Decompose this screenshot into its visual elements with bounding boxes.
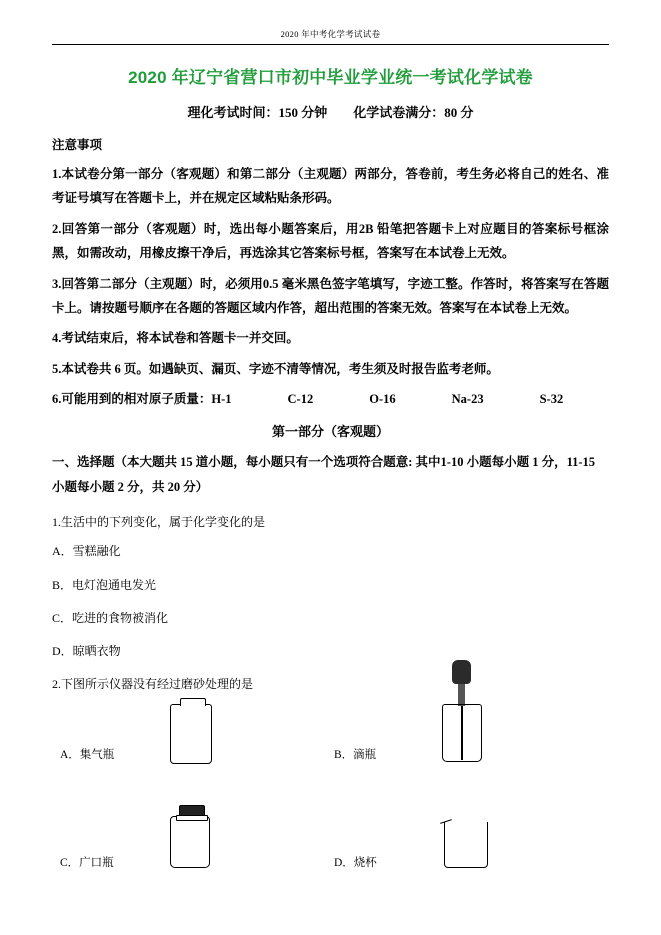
atomic-mass-o: O-16 [369, 392, 396, 406]
dropper-neck-icon [458, 684, 465, 706]
exam-total-score: 化学试卷满分：80 分 [353, 105, 474, 120]
part-one-title: 第一部分（客观题） [271, 424, 389, 440]
notice-item-3: 3.回答第二部分（主观题）时，必须用0.5 毫米黑色签字笔填写，字迹工整。作答时，将答案写在答题卡上。请按题号顺序在各题的答题区域内作答，超出范围的答案无效。答案写在本试卷上无效。 [52, 276, 609, 315]
question-2-figures [52, 704, 609, 914]
atomic-mass-na: Na-23 [451, 392, 484, 406]
header-divider [52, 44, 609, 45]
dropper-bulb-icon [452, 660, 471, 684]
question-1-choice-d: D．晾晒衣物 [52, 643, 121, 658]
atomic-mass-line [52, 387, 609, 411]
notice-heading: 注意事项 [52, 138, 103, 152]
page-title: 2020 年辽宁省营口市初中毕业学业统一考试化学试卷 [128, 68, 533, 87]
question-2-stem [52, 675, 609, 694]
question-1-choice-a: A．雪糕融化 [52, 544, 121, 559]
running-header: 2020 年中考化学考试试卷 [280, 29, 381, 39]
question-2-text: 下图所示仪器没有经过磨砂处理的是 [61, 677, 254, 692]
notice-item-5: 5.本试卷共 6 页。如遇缺页、漏页、字迹不清等情况，考生须及时报告监考老师。 [52, 361, 499, 376]
exam-duration: 理化考试时间：150 分钟 [187, 105, 328, 120]
question-2-number: 2. [52, 677, 61, 692]
exam-subtitle [52, 102, 609, 121]
gas-jar-icon [170, 704, 212, 764]
atomic-mass-c: C-12 [287, 392, 314, 406]
notice-item-1: 1.本试卷分第一部分（客观题）和第二部分（主观题）两部分，答卷前，考生务必将自己的姓名、准考证号填写在答题卡上，并在规定区域粘贴条形码。 [52, 167, 609, 206]
beaker-icon [444, 822, 488, 868]
question-1-text: 生活中的下列变化，属于化学变化的是 [61, 515, 266, 530]
notice-item-4: 4.考试结束后，将本试卷和答题卡一并交回。 [52, 331, 299, 346]
atomic-mass-s: S-32 [539, 392, 564, 406]
question-2-choice-d-label: D．烧杯 [334, 857, 377, 870]
question-1-choice-b: B．电灯泡通电发光 [52, 577, 157, 592]
question-1-stem [52, 513, 609, 532]
question-2-choice-c-label: C．广口瓶 [60, 857, 114, 870]
section-one-heading: 一、选择题（本大题共 15 道小题，每小题只有一个选项符合题意: 其中1-10 小题每小题 1 分，11-15 小题每小题 2 分，共 20 分） [52, 455, 596, 494]
question-2-choice-b-label: B．滴瓶 [334, 749, 377, 762]
question-1-number: 1. [52, 515, 61, 530]
notice-item-2: 2.回答第一部分（客观题）时，选出每小题答案后，用2B 铅笔把答题卡上对应题目的答案标号框涂黑，如需改动，用橡皮擦干净后，再选涂其它答案标号框，答案写在本试卷上无效。 [52, 221, 609, 261]
atomic-mass-label: 6.可能用到的相对原子质量： [52, 392, 212, 406]
wide-mouth-bottle-icon [170, 816, 210, 868]
question-1-choice-c: C．吃进的食物被消化 [52, 610, 169, 625]
question-2-choice-a-label: A．集气瓶 [60, 749, 115, 762]
dropper-tube-icon [461, 706, 463, 760]
atomic-mass-h: H-1 [211, 392, 232, 406]
